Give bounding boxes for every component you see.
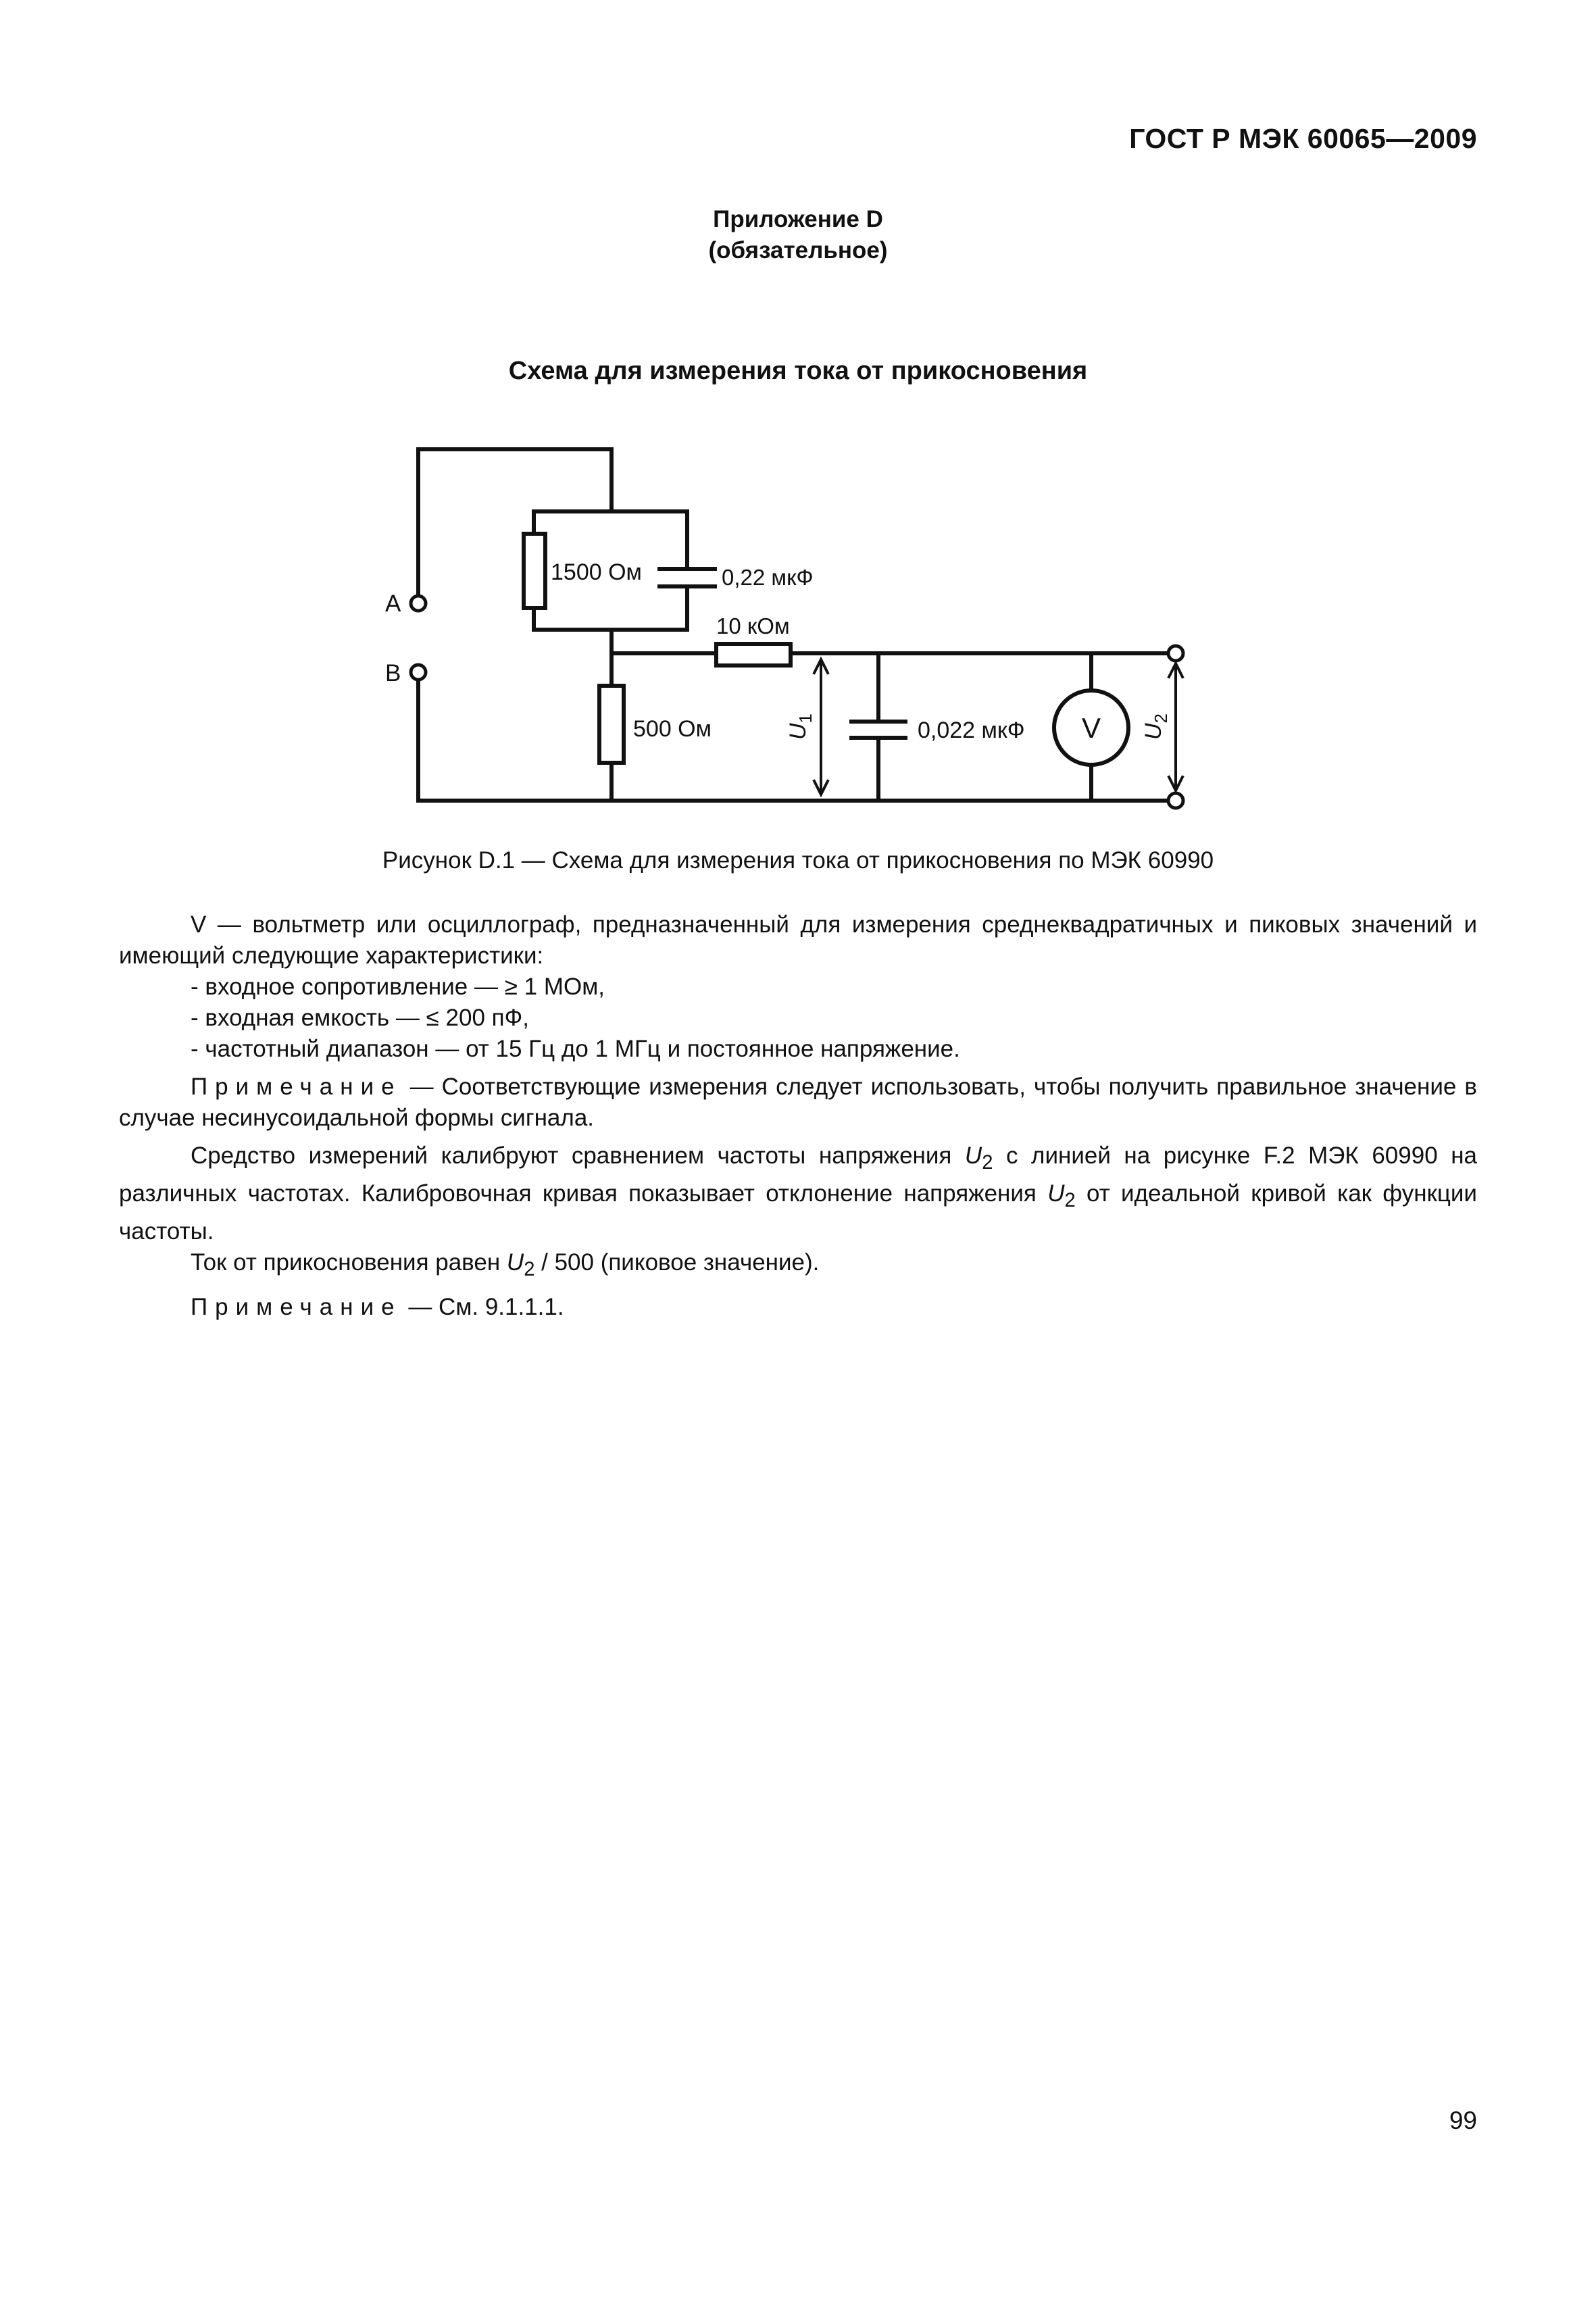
document-code-header: ГОСТ Р МЭК 60065—2009 bbox=[1129, 123, 1477, 154]
r3-label: 500 Ом bbox=[633, 716, 712, 742]
calibration-paragraph bbox=[119, 1140, 1477, 1247]
u1-subscript: 1 bbox=[795, 713, 816, 724]
u1-label bbox=[785, 713, 816, 740]
note-2-label: Примечание bbox=[191, 1294, 402, 1320]
terminal-a-label: A bbox=[385, 590, 401, 617]
terminal-b bbox=[411, 665, 426, 680]
touch-current-formula bbox=[119, 1247, 1477, 1285]
u2-letter: U bbox=[1141, 723, 1166, 740]
resistor-1500-ohm bbox=[524, 534, 545, 608]
calibration-text-c: от идеальной кривой как функции частоты. bbox=[119, 1180, 1477, 1244]
u2-subscript-text-2: 2 bbox=[1064, 1190, 1076, 1211]
c1-label: 0,22 мкФ bbox=[722, 565, 814, 590]
u1-arrow bbox=[814, 659, 828, 795]
c2-label: 0,022 мкФ bbox=[918, 718, 1025, 743]
u1-letter: U bbox=[785, 723, 811, 740]
list-item-input-capacitance: - входная емкость — ≤ 200 пФ, bbox=[191, 1005, 529, 1031]
r2-label: 10 кОм bbox=[716, 613, 790, 638]
u2-label bbox=[1141, 713, 1171, 740]
output-terminal-top bbox=[1168, 646, 1183, 661]
formula-u2-symbol: U bbox=[506, 1249, 524, 1276]
figure-caption: Рисунок D.1 — Схема для измерения тока от прикосновения по МЭК 60990 bbox=[382, 847, 1214, 874]
note-2 bbox=[119, 1292, 1477, 1323]
list-item-input-resistance: - входное сопротивление — ≥ 1 МОм, bbox=[191, 974, 605, 1000]
calibration-text-a: Средство измерений калибруют сравнением частоты напряжения bbox=[191, 1142, 965, 1169]
u2-subscript-text: 2 bbox=[982, 1152, 993, 1174]
note-1-label: Примечание bbox=[191, 1074, 402, 1100]
svg-text:U2 bbox=[1141, 713, 1171, 740]
figure-title: Схема для измерения тока от прикосновения bbox=[508, 357, 1088, 385]
resistor-10-kohm bbox=[716, 644, 791, 665]
formula-text-b: / 500 (пиковое значение). bbox=[534, 1249, 820, 1276]
terminal-b-label: B bbox=[385, 660, 401, 686]
output-terminal-bottom bbox=[1168, 793, 1183, 808]
voltmeter-description: V — вольтметр или осциллограф, предназначенный для измерения среднеквадратичных и пиковых значений и имеющий следующие характеристики: bbox=[119, 911, 1477, 969]
u2-symbol-2: U bbox=[1047, 1180, 1065, 1207]
formula-text-a: Ток от прикосновения равен bbox=[191, 1249, 507, 1276]
resistor-500-ohm bbox=[599, 686, 624, 763]
terminal-a bbox=[411, 596, 426, 611]
page-number: 99 bbox=[1449, 2107, 1477, 2134]
note-1-text: — Соответствующие измерения следует использовать, чтобы получить правильное значение в случае несинусоидальной формы сигнала. bbox=[119, 1074, 1477, 1131]
r1-label: 1500 Ом bbox=[551, 559, 642, 585]
appendix-status: (обязательное) bbox=[708, 237, 888, 263]
note-1 bbox=[119, 1072, 1477, 1134]
list-item-frequency-range: - частотный диапазон — от 15 Гц до 1 МГц и постоянное напряжение. bbox=[191, 1036, 960, 1062]
voltmeter-label: V bbox=[1081, 712, 1101, 744]
formula-u2-subscript: 2 bbox=[524, 1259, 535, 1280]
u2-arrow bbox=[1169, 663, 1182, 790]
capacitor-0-22-uf bbox=[659, 569, 715, 586]
capacitor-0-022-uf bbox=[851, 722, 905, 738]
body-text bbox=[119, 909, 1477, 1323]
u2-symbol: U bbox=[964, 1142, 982, 1169]
svg-text:U1 bbox=[785, 713, 816, 740]
appendix-title: Приложение D bbox=[713, 206, 883, 232]
u2-subscript: 2 bbox=[1151, 713, 1171, 724]
note-2-text: — См. 9.1.1.1. bbox=[401, 1294, 564, 1320]
calibration-text-b: с линией на рисунке F.2 МЭК 60990 на различных частотах. Калибровочная кривая показывает отклонение напряжения bbox=[119, 1142, 1478, 1207]
